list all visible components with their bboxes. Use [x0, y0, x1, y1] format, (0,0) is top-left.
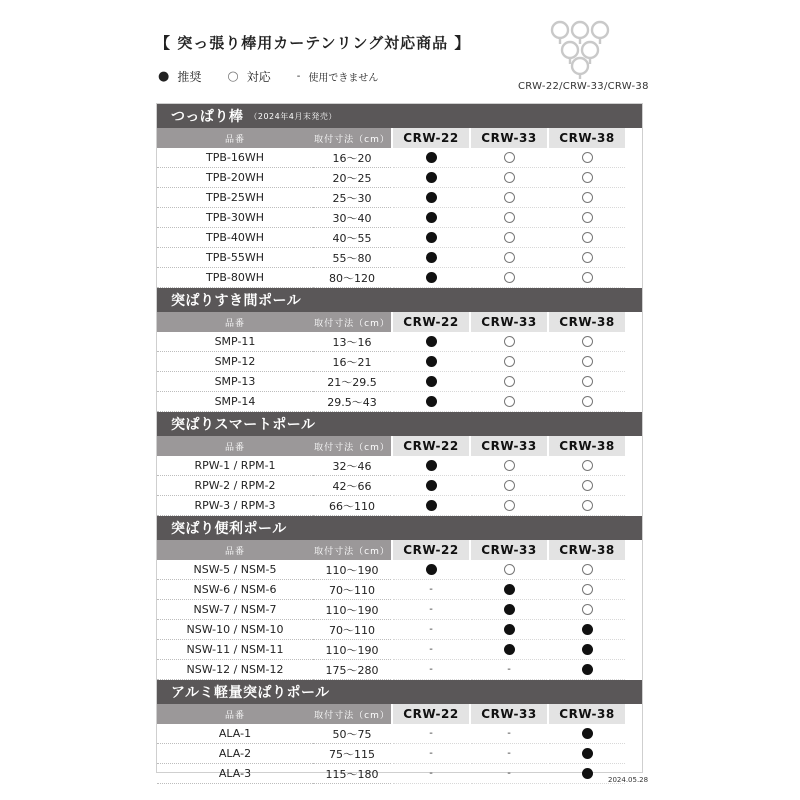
filled-circle-icon	[582, 664, 593, 675]
mounting-range: 110～190	[313, 560, 391, 580]
dash-icon: -	[507, 748, 511, 759]
col-header-crw38: CRW-38	[549, 436, 625, 456]
table-row	[157, 640, 642, 660]
dash-icon: -	[429, 604, 433, 615]
col-header-product: 品番	[157, 128, 313, 148]
open-circle-icon	[582, 564, 593, 575]
compat-cell	[471, 580, 547, 600]
section-title: 突ぱりすき間ポール	[171, 293, 302, 309]
legend-compatible-label: 対応	[246, 70, 271, 84]
product-code: TPB-25WH	[157, 188, 313, 208]
compat-cell	[549, 372, 625, 392]
open-circle-icon	[504, 460, 515, 471]
mounting-range: 21～29.5	[313, 372, 391, 392]
compat-cell	[393, 764, 469, 784]
open-circle-icon	[582, 272, 593, 283]
table-row	[157, 476, 642, 496]
mounting-range: 20～25	[313, 168, 391, 188]
product-code: TPB-80WH	[157, 268, 313, 288]
mounting-range: 80～120	[313, 268, 391, 288]
dash-icon: -	[429, 748, 433, 759]
compat-cell	[471, 476, 547, 496]
table-row	[157, 168, 642, 188]
filled-circle-icon	[582, 748, 593, 759]
product-code: NSW-11 / NSM-11	[157, 640, 313, 660]
filled-circle-icon	[426, 460, 437, 471]
table-row	[157, 620, 642, 640]
compat-cell	[471, 148, 547, 168]
compat-cell	[393, 248, 469, 268]
section-title: つっぱり棒	[171, 109, 244, 125]
compat-cell	[549, 168, 625, 188]
compat-cell	[471, 392, 547, 412]
compat-cell	[549, 496, 625, 516]
open-circle-icon	[504, 396, 515, 407]
open-circle-icon	[582, 500, 593, 511]
filled-circle-icon	[426, 336, 437, 347]
section-title: アルミ軽量突ぱりポール	[171, 685, 330, 701]
mounting-range: 32～46	[313, 456, 391, 476]
compat-cell	[393, 640, 469, 660]
table-row	[157, 660, 642, 680]
table-row	[157, 456, 642, 476]
compat-cell	[471, 188, 547, 208]
compat-cell	[549, 744, 625, 764]
table-row	[157, 496, 642, 516]
open-circle-icon	[582, 396, 593, 407]
dash-icon: -	[429, 584, 433, 595]
mounting-range: 70～110	[313, 620, 391, 640]
compat-cell	[471, 268, 547, 288]
product-code: ALA-3	[157, 764, 313, 784]
table-row	[157, 208, 642, 228]
filled-circle-icon	[426, 356, 437, 367]
compat-cell	[471, 228, 547, 248]
compat-cell	[393, 620, 469, 640]
product-code: NSW-10 / NSM-10	[157, 620, 313, 640]
open-circle-icon	[582, 604, 593, 615]
table-row	[157, 600, 642, 620]
compat-cell	[549, 560, 625, 580]
mounting-range: 66～110	[313, 496, 391, 516]
col-header-crw33: CRW-33	[471, 128, 547, 148]
compat-cell	[471, 168, 547, 188]
filled-circle-icon	[582, 768, 593, 779]
open-circle-icon	[504, 356, 515, 367]
compat-cell	[393, 724, 469, 744]
product-code: NSW-7 / NSM-7	[157, 600, 313, 620]
filled-circle-icon	[426, 376, 437, 387]
compat-cell	[393, 148, 469, 168]
mounting-range: 25～30	[313, 188, 391, 208]
open-circle-icon	[504, 376, 515, 387]
product-code: TPB-40WH	[157, 228, 313, 248]
product-code: TPB-16WH	[157, 148, 313, 168]
dash-icon: -	[507, 728, 511, 739]
compat-cell	[471, 352, 547, 372]
col-header-crw38: CRW-38	[549, 128, 625, 148]
compat-cell	[393, 372, 469, 392]
compat-cell	[471, 660, 547, 680]
compat-cell	[393, 392, 469, 412]
product-code: TPB-30WH	[157, 208, 313, 228]
section-header	[157, 288, 642, 312]
filled-circle-icon	[426, 152, 437, 163]
table-row	[157, 580, 642, 600]
col-header-crw22: CRW-22	[393, 704, 469, 724]
col-header-product: 品番	[157, 436, 313, 456]
filled-circle-icon	[504, 584, 515, 595]
compat-cell	[471, 600, 547, 620]
compat-cell	[549, 456, 625, 476]
mounting-range: 115～180	[313, 764, 391, 784]
dash-icon: -	[429, 768, 433, 779]
col-header-product: 品番	[157, 540, 313, 560]
mounting-range: 175～280	[313, 660, 391, 680]
col-header-range: 取付寸法（cm）	[313, 128, 391, 148]
compat-cell	[471, 620, 547, 640]
col-header-crw38: CRW-38	[549, 704, 625, 724]
compat-cell	[471, 208, 547, 228]
compat-cell	[471, 724, 547, 744]
compat-cell	[549, 724, 625, 744]
column-header-row	[157, 540, 642, 560]
table-row	[157, 332, 642, 352]
col-header-product: 品番	[157, 312, 313, 332]
col-header-crw38: CRW-38	[549, 312, 625, 332]
compat-cell	[393, 496, 469, 516]
compat-cell	[393, 228, 469, 248]
compat-cell	[393, 268, 469, 288]
mounting-range: 110～190	[313, 640, 391, 660]
filled-circle-icon	[426, 232, 437, 243]
dash-icon: -	[429, 728, 433, 739]
section-header	[157, 412, 642, 436]
open-circle-icon	[504, 500, 515, 511]
open-circle-icon	[504, 152, 515, 163]
dash-icon: -	[429, 664, 433, 675]
col-header-crw22: CRW-22	[393, 128, 469, 148]
compat-cell	[549, 640, 625, 660]
col-header-crw22: CRW-22	[393, 540, 469, 560]
product-code: NSW-12 / NSM-12	[157, 660, 313, 680]
mounting-range: 70～110	[313, 580, 391, 600]
open-circle-icon	[504, 212, 515, 223]
mounting-range: 110～190	[313, 600, 391, 620]
mounting-range: 30～40	[313, 208, 391, 228]
legend	[158, 68, 404, 85]
compat-cell	[393, 744, 469, 764]
compat-cell	[471, 372, 547, 392]
compat-cell	[393, 188, 469, 208]
compat-cell	[471, 560, 547, 580]
dash-icon: -	[429, 644, 433, 655]
filled-circle-icon	[426, 500, 437, 511]
compat-cell	[471, 496, 547, 516]
mounting-range: 40～55	[313, 228, 391, 248]
compat-cell	[549, 620, 625, 640]
curtain-ring-icon	[548, 20, 638, 80]
page-title: 【 突っ張り棒用カーテンリング対応商品 】	[155, 34, 471, 52]
filled-circle-icon	[426, 172, 437, 183]
product-code: RPW-3 / RPM-3	[157, 496, 313, 516]
open-circle-icon	[504, 172, 515, 183]
table-row	[157, 188, 642, 208]
open-circle-icon	[582, 356, 593, 367]
filled-circle-icon	[426, 396, 437, 407]
product-code: TPB-20WH	[157, 168, 313, 188]
compat-cell	[471, 456, 547, 476]
compat-cell	[549, 248, 625, 268]
open-circle-icon	[582, 584, 593, 595]
compat-cell	[549, 392, 625, 412]
compat-cell	[549, 208, 625, 228]
filled-circle-icon	[426, 480, 437, 491]
compat-cell	[393, 208, 469, 228]
column-header-row	[157, 704, 642, 724]
filled-circle-icon	[426, 212, 437, 223]
legend-recommended	[158, 68, 201, 85]
open-circle-icon	[582, 212, 593, 223]
table-row	[157, 744, 642, 764]
compat-cell	[393, 332, 469, 352]
filled-circle-icon	[426, 192, 437, 203]
open-circle-icon	[504, 272, 515, 283]
compat-cell	[549, 660, 625, 680]
section-title: 突ぱり便利ポール	[171, 521, 287, 537]
filled-circle-icon	[504, 624, 515, 635]
open-circle-icon	[504, 232, 515, 243]
compat-cell	[549, 332, 625, 352]
col-header-range: 取付寸法（cm）	[313, 704, 391, 724]
col-header-crw33: CRW-33	[471, 436, 547, 456]
section-note: （2024年4月末発売）	[249, 111, 337, 121]
filled-circle-icon	[504, 644, 515, 655]
product-code: RPW-2 / RPM-2	[157, 476, 313, 496]
column-header-row	[157, 312, 642, 332]
open-circle-icon	[504, 564, 515, 575]
section-header	[157, 516, 642, 540]
open-circle-icon	[504, 336, 515, 347]
compat-cell	[471, 248, 547, 268]
col-header-product: 品番	[157, 704, 313, 724]
table-row	[157, 372, 642, 392]
mounting-range: 13～16	[313, 332, 391, 352]
product-code: SMP-14	[157, 392, 313, 412]
product-code: SMP-13	[157, 372, 313, 392]
product-code: SMP-12	[157, 352, 313, 372]
mounting-range: 16～20	[313, 148, 391, 168]
product-code: NSW-6 / NSM-6	[157, 580, 313, 600]
table-row	[157, 248, 642, 268]
table-row	[157, 560, 642, 580]
compat-cell	[393, 476, 469, 496]
product-code: ALA-2	[157, 744, 313, 764]
section-header	[157, 104, 642, 128]
col-header-crw33: CRW-33	[471, 540, 547, 560]
dash-icon: -	[507, 664, 511, 675]
open-circle-icon	[582, 232, 593, 243]
open-circle-icon: ○	[227, 69, 239, 84]
product-code: RPW-1 / RPM-1	[157, 456, 313, 476]
table-row	[157, 268, 642, 288]
compat-cell	[549, 352, 625, 372]
table-row	[157, 148, 642, 168]
filled-circle-icon	[504, 604, 515, 615]
compat-cell	[549, 148, 625, 168]
col-header-crw22: CRW-22	[393, 436, 469, 456]
open-circle-icon	[504, 252, 515, 263]
dash-icon: -	[296, 71, 301, 82]
dash-icon: -	[429, 624, 433, 635]
col-header-crw33: CRW-33	[471, 312, 547, 332]
legend-recommended-label: 推奨	[177, 70, 202, 84]
filled-circle-icon	[582, 644, 593, 655]
dash-icon: -	[507, 768, 511, 779]
compat-cell	[549, 580, 625, 600]
date-stamp: 2024.05.28	[608, 776, 649, 784]
column-header-row	[157, 128, 642, 148]
compat-cell	[393, 580, 469, 600]
mounting-range: 29.5～43	[313, 392, 391, 412]
column-header-row	[157, 436, 642, 456]
mounting-range: 55～80	[313, 248, 391, 268]
open-circle-icon	[504, 480, 515, 491]
filled-circle-icon	[582, 624, 593, 635]
compat-cell	[471, 744, 547, 764]
filled-circle-icon	[582, 728, 593, 739]
compat-cell	[471, 332, 547, 352]
compat-cell	[393, 660, 469, 680]
compat-cell	[393, 352, 469, 372]
compat-cell	[393, 168, 469, 188]
compat-cell	[549, 476, 625, 496]
legend-compatible	[227, 68, 270, 85]
col-header-crw22: CRW-22	[393, 312, 469, 332]
open-circle-icon	[582, 172, 593, 183]
compat-cell	[393, 456, 469, 476]
product-code: NSW-5 / NSM-5	[157, 560, 313, 580]
compat-cell	[549, 600, 625, 620]
legend-unavailable-label: 使用できません	[308, 73, 379, 84]
col-header-range: 取付寸法（cm）	[313, 312, 391, 332]
mounting-range: 75～115	[313, 744, 391, 764]
section-header	[157, 680, 642, 704]
table-row	[157, 352, 642, 372]
compat-cell	[393, 600, 469, 620]
filled-circle-icon	[426, 272, 437, 283]
open-circle-icon	[582, 460, 593, 471]
compat-cell	[471, 764, 547, 784]
compat-cell	[393, 560, 469, 580]
product-code: SMP-11	[157, 332, 313, 352]
open-circle-icon	[582, 152, 593, 163]
mounting-range: 50～75	[313, 724, 391, 744]
open-circle-icon	[582, 376, 593, 387]
table-row	[157, 724, 642, 744]
filled-circle-icon	[426, 252, 437, 263]
filled-circle-icon: ●	[158, 69, 170, 84]
compat-cell	[549, 228, 625, 248]
section-title: 突ぱりスマートポール	[171, 417, 316, 433]
legend-unavailable	[297, 69, 379, 84]
compat-cell	[549, 268, 625, 288]
open-circle-icon	[582, 336, 593, 347]
compat-cell	[471, 640, 547, 660]
col-header-crw38: CRW-38	[549, 540, 625, 560]
mounting-range: 16～21	[313, 352, 391, 372]
open-circle-icon	[582, 480, 593, 491]
product-code: ALA-1	[157, 724, 313, 744]
col-header-range: 取付寸法（cm）	[313, 436, 391, 456]
table-row	[157, 228, 642, 248]
table-row	[157, 764, 642, 784]
open-circle-icon	[582, 192, 593, 203]
compat-cell	[549, 188, 625, 208]
col-header-crw33: CRW-33	[471, 704, 547, 724]
ring-caption: CRW-22/CRW-33/CRW-38	[518, 81, 649, 92]
filled-circle-icon	[426, 564, 437, 575]
open-circle-icon	[582, 252, 593, 263]
product-code: TPB-55WH	[157, 248, 313, 268]
col-header-range: 取付寸法（cm）	[313, 540, 391, 560]
mounting-range: 42～66	[313, 476, 391, 496]
table-row	[157, 392, 642, 412]
open-circle-icon	[504, 192, 515, 203]
